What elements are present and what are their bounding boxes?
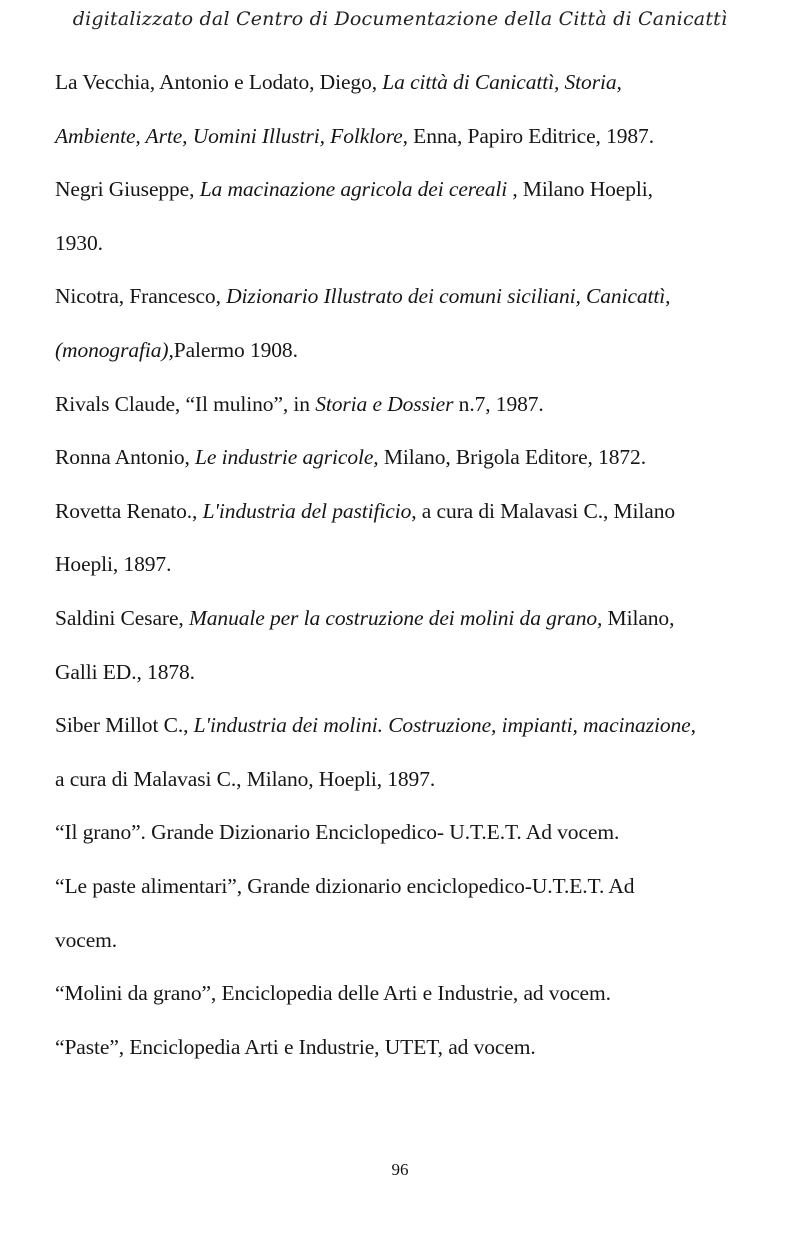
bibliography-line: a cura di Malavasi C., Milano, Hoepli, 1897. xyxy=(55,766,436,791)
bibliography-line: Rivals Claude, “Il mulino”, in Storia e Dossier n.7, 1987. xyxy=(55,391,544,416)
bibliography-line: La Vecchia, Antonio e Lodato, Diego, La città di Canicattì, Storia, xyxy=(55,70,622,94)
bibliography-line: Ambiente, Arte, Uomini Illustri, Folklore, Enna, Papiro Editrice, 1987. xyxy=(55,123,654,148)
bibliography-line: Negri Giuseppe, La macinazione agricola dei cereali , Milano Hoepli, xyxy=(55,177,653,202)
bibliography-line: “Le paste alimentari”, Grande dizionario enciclopedico-U.T.E.T. Ad xyxy=(55,873,635,898)
page-number: 96 xyxy=(391,1160,409,1179)
bibliography-list xyxy=(55,62,775,1080)
bibliography-line: Saldini Cesare, Manuale per la costruzione dei molini da grano, Milano, xyxy=(55,605,675,630)
bibliography-line: “Molini da grano”, Enciclopedia delle Arti e Industrie, ad vocem. xyxy=(55,981,611,1006)
bibliography-line: “Paste”, Enciclopedia Arti e Industrie, UTET, ad vocem. xyxy=(55,1034,536,1059)
watermark-header: digitalizzato dal Centro di Documentazione della Città di Canicattì xyxy=(72,8,728,30)
bibliography-line: Siber Millot C., L'industria dei molini. Costruzione, impianti, macinazione, xyxy=(55,713,696,738)
bibliography-line: vocem. xyxy=(55,927,118,952)
bibliography-line: Rovetta Renato., L'industria del pastificio, a cura di Malavasi C., Milano xyxy=(55,498,676,523)
bibliography-line: “Il grano”. Grande Dizionario Enciclopedico- U.T.E.T. Ad vocem. xyxy=(55,820,620,845)
bibliography-line: Galli ED., 1878. xyxy=(55,659,195,684)
bibliography-line: 1930. xyxy=(55,230,103,255)
bibliography-line: Hoepli, 1897. xyxy=(55,552,172,577)
bibliography-line: Nicotra, Francesco, Dizionario Illustrato dei comuni siciliani, Canicattì, xyxy=(55,284,671,309)
bibliography-line: Ronna Antonio, Le industrie agricole, Milano, Brigola Editore, 1872. xyxy=(55,445,646,470)
bibliography-line: (monografia),Palermo 1908. xyxy=(55,337,298,362)
